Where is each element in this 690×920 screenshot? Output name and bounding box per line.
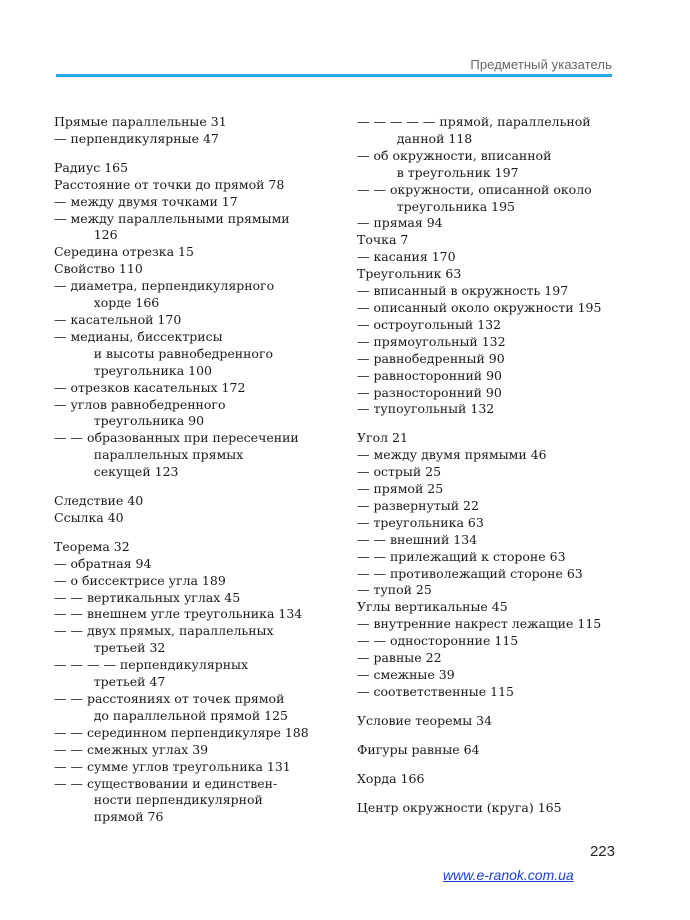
index-entry: — прямая 94 xyxy=(357,215,443,231)
index-entry: — вписанный в окружность 197 xyxy=(357,283,569,299)
index-entry: — — противолежащий стороне 63 xyxy=(357,565,583,581)
index-entry: и высоты равнобедренного xyxy=(54,345,274,361)
index-entry: Свойство 110 xyxy=(54,261,143,277)
index-entry: Центр окружности (круга) 165 xyxy=(357,799,562,815)
index-entry: — внутренние накрест лежащие 115 xyxy=(357,616,602,632)
index-entry: третьей 32 xyxy=(54,640,166,656)
index-entry: — — окружности, описанной около xyxy=(357,181,592,197)
entry-spacer xyxy=(357,788,627,800)
entry-spacer xyxy=(54,481,344,493)
index-entry: параллельных прямых xyxy=(54,447,244,463)
index-entry: Хорда 166 xyxy=(357,770,425,786)
page-number: 223 xyxy=(589,843,615,860)
index-entry: — о биссектрисе угла 189 xyxy=(54,572,226,588)
index-entry: — — смежных углах 39 xyxy=(54,741,209,757)
index-entry: Радиус 165 xyxy=(54,159,129,175)
index-entry: данной 118 xyxy=(357,130,473,146)
index-entry: хорде 166 xyxy=(54,295,160,311)
index-entry: — диаметра, перпендикулярного xyxy=(54,278,275,294)
index-entry: — — серединном перпендикуляре 188 xyxy=(54,724,309,740)
index-entry: треугольника 195 xyxy=(357,198,515,214)
index-entry: — разносторонний 90 xyxy=(357,384,502,400)
index-entry: — — внешний 134 xyxy=(357,531,478,547)
index-entry: Прямые параллельные 31 xyxy=(54,114,227,129)
index-entry: — острый 25 xyxy=(357,464,442,480)
header-divider xyxy=(56,74,612,77)
index-entry: — между двумя прямыми 46 xyxy=(357,447,547,463)
index-entry: — соответственные 115 xyxy=(357,683,514,699)
index-entry: Фигуры равные 64 xyxy=(357,741,480,757)
index-entry: — касательной 170 xyxy=(54,311,182,327)
index-entry: — — двух прямых, параллельных xyxy=(54,623,274,639)
index-entry: ности перпендикулярной xyxy=(54,792,263,808)
index-entry: Следствие 40 xyxy=(54,493,144,509)
entry-spacer xyxy=(357,759,627,771)
index-entry: — обратная 94 xyxy=(54,555,152,571)
index-entry: Середина отрезка 15 xyxy=(54,244,194,260)
index-entry: третьей 47 xyxy=(54,674,166,690)
index-entry: — — односторонние 115 xyxy=(357,633,519,649)
index-entry: — медианы, биссектрисы xyxy=(54,328,223,344)
index-entry: треугольника 90 xyxy=(54,413,205,429)
index-entry: — — — — — прямой, параллельной xyxy=(357,114,591,129)
index-entry: — — сумме углов треугольника 131 xyxy=(54,758,291,774)
entry-spacer xyxy=(357,730,627,742)
index-entry: — треугольника 63 xyxy=(357,514,484,530)
index-entry: Ссылка 40 xyxy=(54,509,124,525)
index-entry: Теорема 32 xyxy=(54,538,130,554)
index-entry: треугольника 100 xyxy=(54,362,212,378)
index-entry: — равносторонний 90 xyxy=(357,367,502,383)
index-entry: в треугольник 197 xyxy=(357,164,519,180)
entry-spacer xyxy=(54,148,344,160)
index-entry: — углов равнобедренного xyxy=(54,396,226,412)
index-entry: — — прилежащий к стороне 63 xyxy=(357,548,566,564)
index-entry: — прямоугольный 132 xyxy=(357,333,506,349)
index-entry: — — — — перпендикулярных xyxy=(54,657,249,673)
index-left-column xyxy=(54,114,344,826)
index-entry: — — образованных при пересечении xyxy=(54,430,299,446)
index-entry: — — внешнем угле треугольника 134 xyxy=(54,606,303,622)
index-entry: — описанный около окружности 195 xyxy=(357,299,602,315)
index-entry: — тупой 25 xyxy=(357,582,432,598)
index-entry: — равнобедренный 90 xyxy=(357,350,505,366)
index-entry: — — расстояниях от точек прямой xyxy=(54,691,285,706)
index-entry: секущей 123 xyxy=(54,464,179,480)
index-entry: — касания 170 xyxy=(357,249,456,265)
index-entry: — — существовании и единствен- xyxy=(54,775,278,791)
entry-spacer xyxy=(54,527,344,539)
publisher-website-link[interactable]: www.e-ranok.com.ua xyxy=(443,867,574,883)
index-entry: — — вертикальных углах 45 xyxy=(54,589,241,605)
index-entry: — остроугольный 132 xyxy=(357,316,502,332)
index-entry: — прямой 25 xyxy=(357,481,444,497)
index-entry: — развернутый 22 xyxy=(357,497,479,513)
entry-spacer xyxy=(357,418,627,430)
index-entry: Треугольник 63 xyxy=(357,266,462,282)
index-entry: — перпендикулярные 47 xyxy=(54,130,219,146)
index-entry: прямой 76 xyxy=(54,809,164,825)
index-right-column xyxy=(357,114,627,816)
index-entry: 126 xyxy=(54,227,118,243)
entry-spacer xyxy=(357,701,627,713)
index-entry: — смежные 39 xyxy=(357,667,455,682)
index-entry: Углы вертикальные 45 xyxy=(357,599,508,615)
index-entry: Точка 7 xyxy=(357,232,409,248)
index-entry: — отрезков касательных 172 xyxy=(54,379,246,395)
index-entry: — тупоугольный 132 xyxy=(357,401,495,417)
index-entry: Условие теоремы 34 xyxy=(357,712,493,728)
index-entry: — об окружности, вписанной xyxy=(357,147,552,163)
index-entry: — между двумя точками 17 xyxy=(54,193,238,209)
section-title: Предметный указатель xyxy=(470,57,612,72)
index-entry: Расстояние от точки до прямой 78 xyxy=(54,176,285,192)
index-entry: Угол 21 xyxy=(357,430,408,446)
index-entry: — равные 22 xyxy=(357,650,442,666)
index-entry: до параллельной прямой 125 xyxy=(54,707,288,723)
index-entry: — между параллельными прямыми xyxy=(54,210,290,226)
